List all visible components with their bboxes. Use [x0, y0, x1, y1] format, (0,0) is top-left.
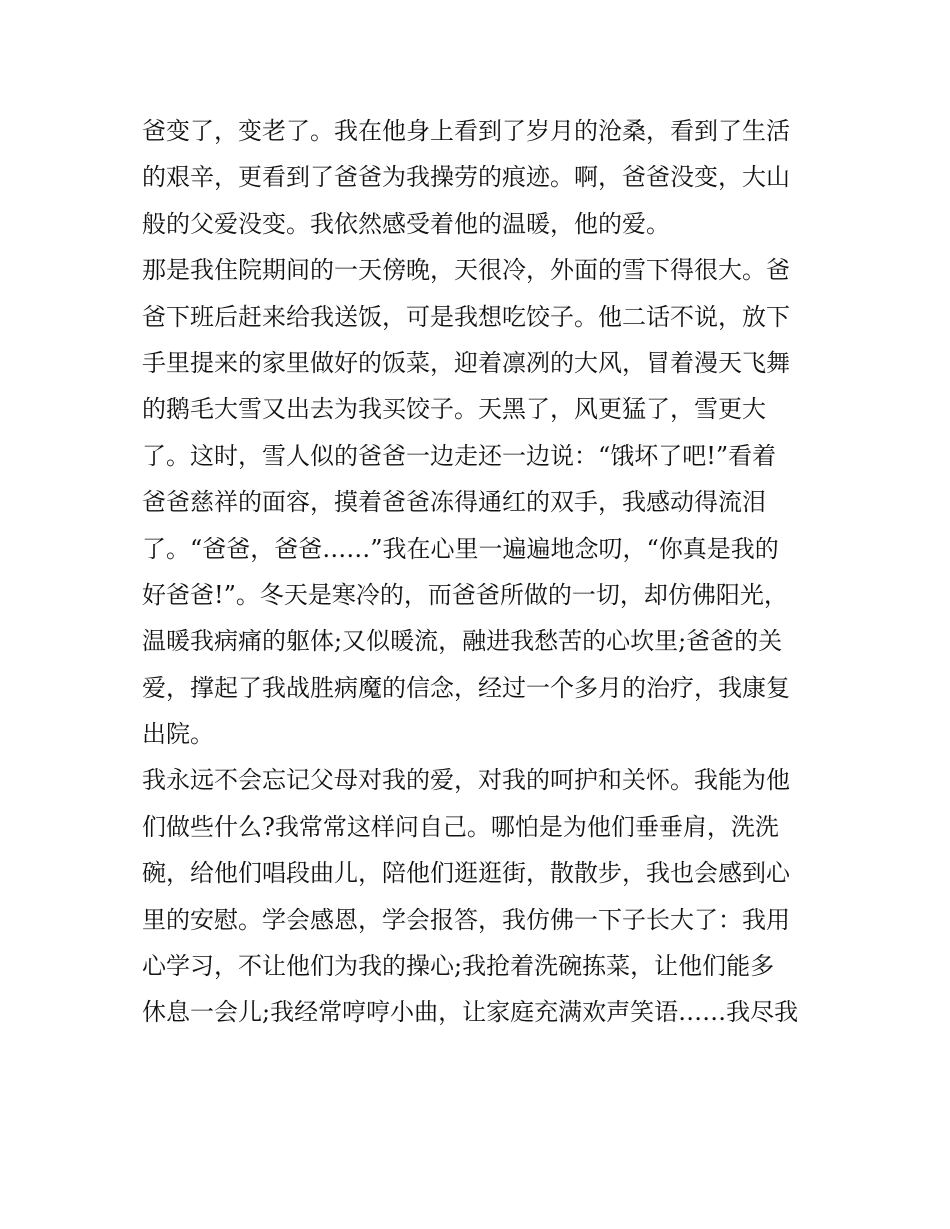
text-line: 好爸爸!”。冬天是寒冷的，而爸爸所做的一切，却仿佛阳光， — [142, 580, 788, 609]
body-text — [142, 108, 822, 1036]
text-line: 了。这时，雪人似的爸爸一边走还一边说：“饿坏了吧!”看着 — [142, 441, 777, 470]
text-line: 休息一会儿;我经常哼哼小曲，让家庭充满欢声笑语……我尽我 — [142, 998, 799, 1027]
text-line: 的艰辛，更看到了爸爸为我操劳的痕迹。啊，爸爸没变，大山 — [142, 163, 790, 192]
text-line: 碗，给他们唱段曲儿，陪他们逛逛街，散散步，我也会感到心 — [142, 859, 790, 888]
text-line: 爸变了，变老了。我在他身上看到了岁月的沧桑，看到了生活 — [142, 117, 790, 145]
text-line: 爸下班后赶来给我送饭，可是我想吃饺子。他二话不说，放下 — [142, 302, 790, 331]
text-line: 们做些什么?我常常这样问自己。哪怕是为他们垂垂肩，洗洗 — [142, 812, 779, 841]
text-line: 了。“爸爸，爸爸……”我在心里一遍遍地念叨，“你真是我的 — [142, 534, 779, 563]
text-line: 里的安慰。学会感恩，学会报答，我仿佛一下子长大了：我用 — [142, 905, 790, 934]
text-line: 爸爸慈祥的面容，摸着爸爸冻得通红的双手，我感动得流泪 — [142, 488, 766, 517]
text-line: 温暖我病痛的躯体;又似暖流，融进我愁苦的心坎里;爸爸的关 — [142, 627, 783, 656]
text-line: 般的父爱没变。我依然感受着他的温暖，他的爱。 — [142, 209, 670, 238]
text-line: 的鹅毛大雪又出去为我买饺子。天黑了，风更猛了，雪更大 — [142, 395, 766, 424]
text-line: 爱，撑起了我战胜病魔的信念，经过一个多月的治疗，我康复 — [142, 673, 790, 702]
text-line: 手里提来的家里做好的饭菜，迎着凛冽的大风，冒着漫天飞舞 — [142, 348, 790, 377]
text-line: 出院。 — [142, 720, 214, 749]
text-line: 心学习，不让他们为我的操心;我抢着洗碗拣菜，让他们能多 — [142, 952, 775, 981]
text-line: 我永远不会忘记父母对我的爱，对我的呵护和关怀。我能为他 — [142, 766, 790, 795]
text-line: 那是我住院期间的一天傍晚，天很冷，外面的雪下得很大。爸 — [142, 256, 790, 285]
